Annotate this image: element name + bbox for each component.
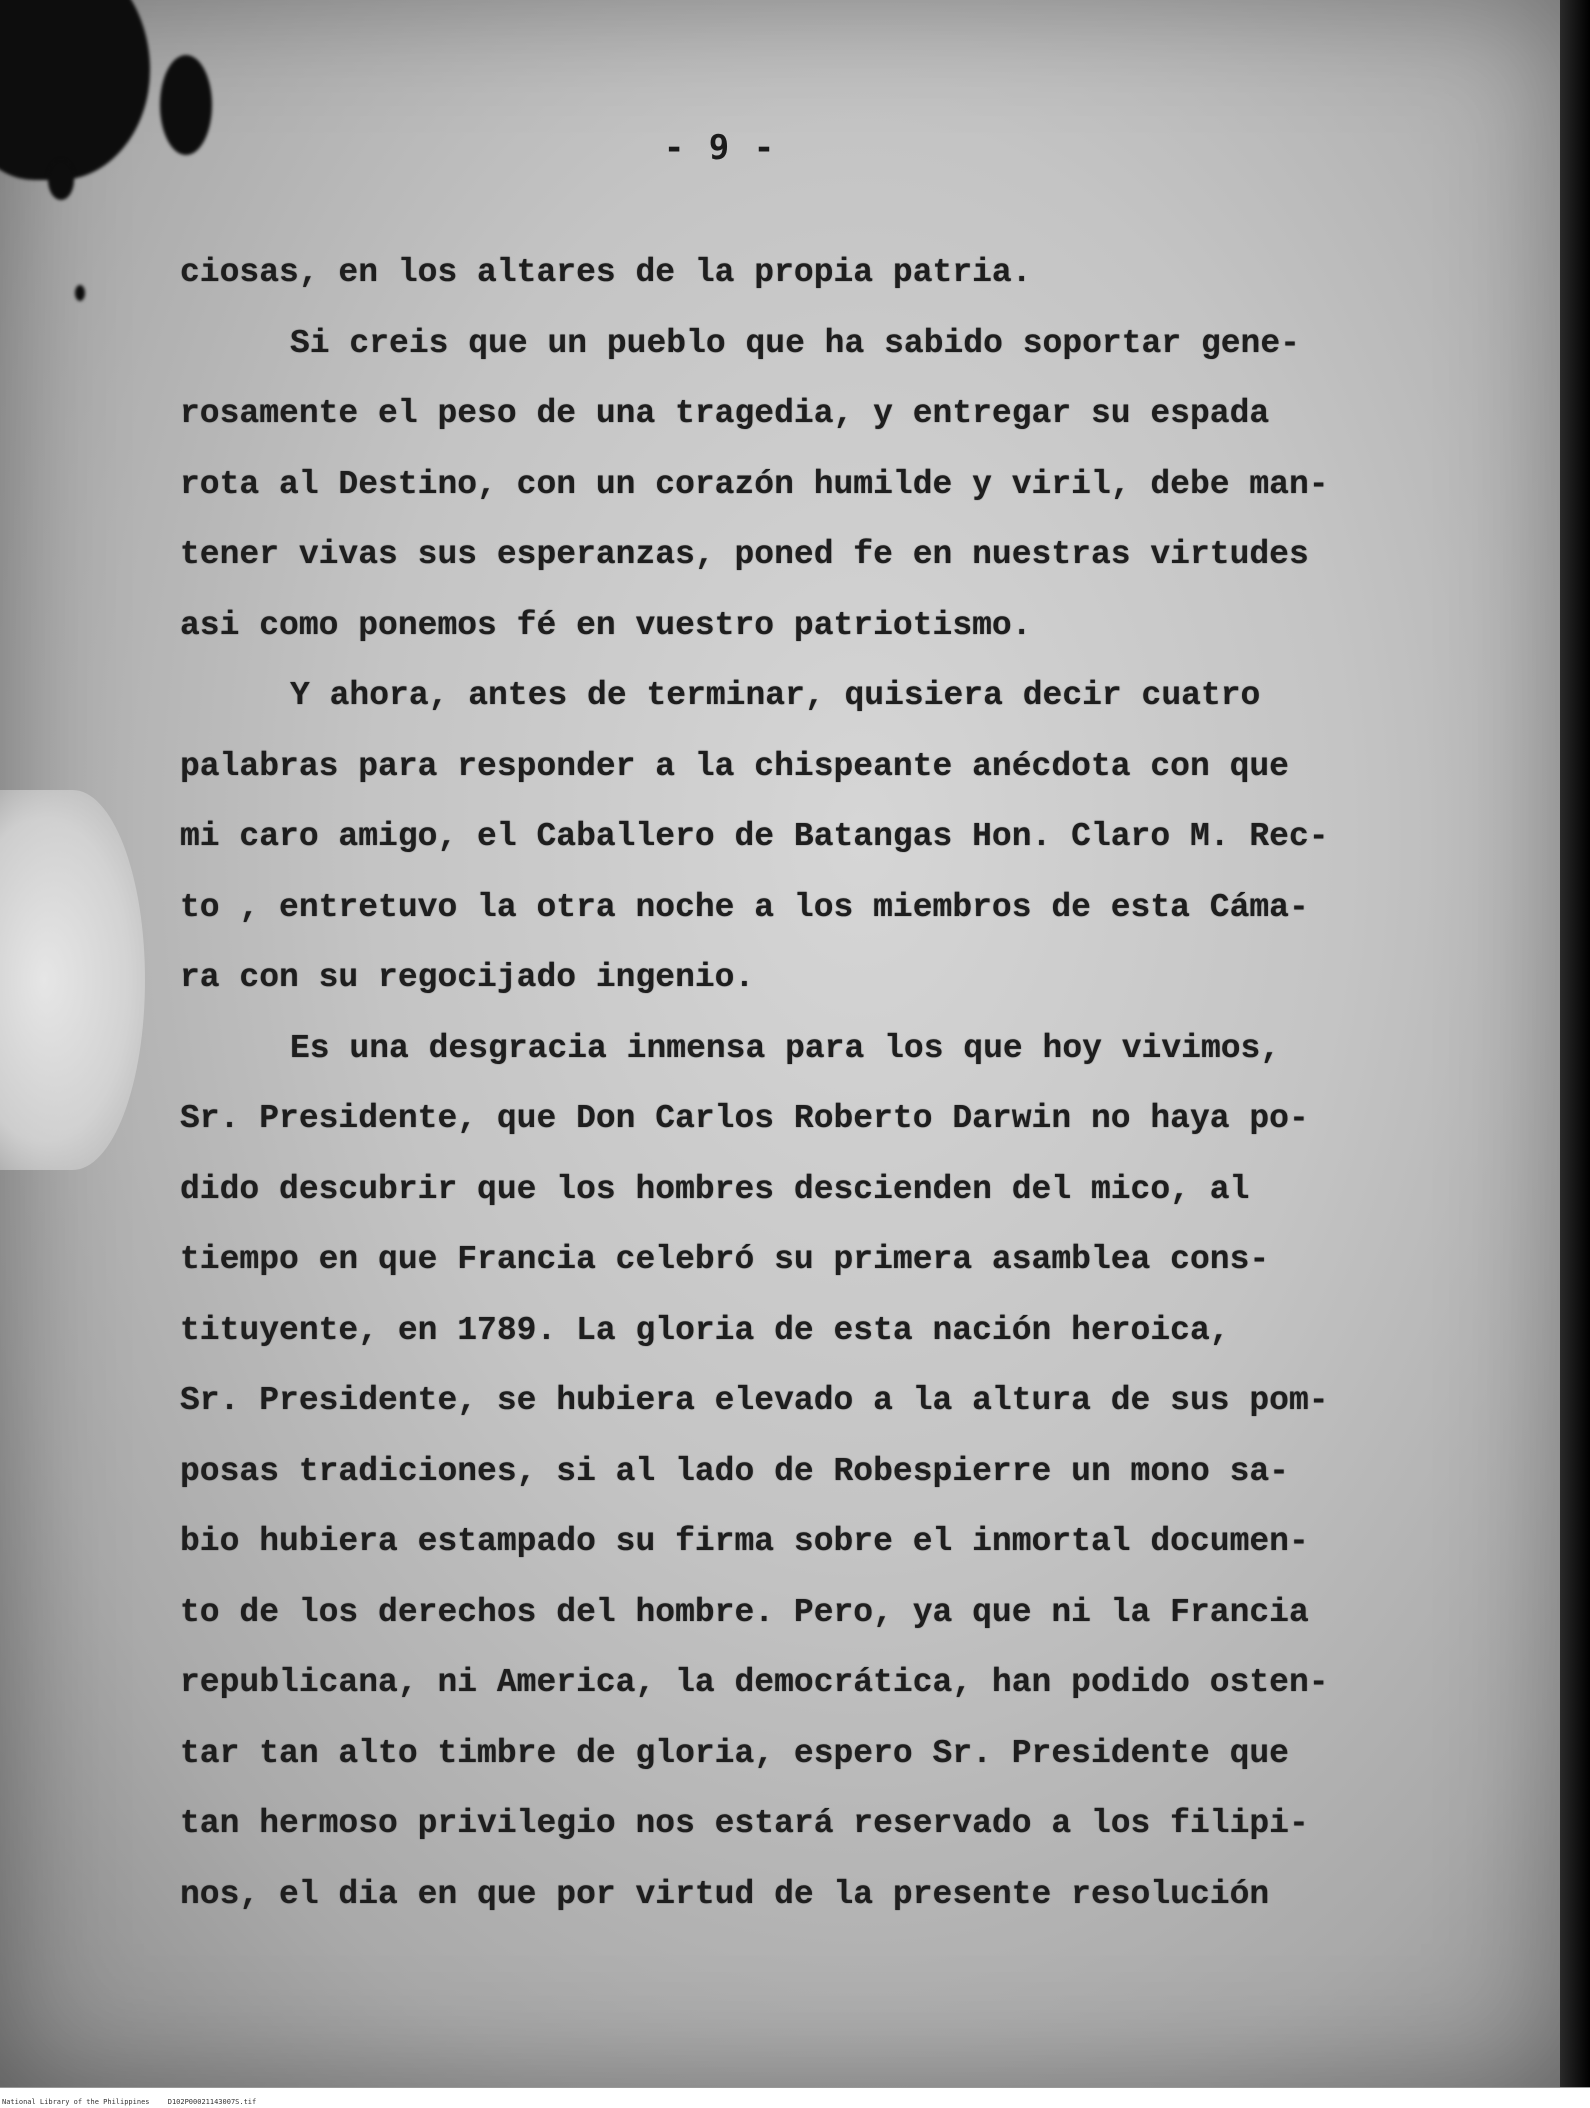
page-number: - 9 -	[663, 128, 777, 168]
text-line: ra con su regocijado ingenio.	[180, 959, 755, 996]
text-line: tan hermoso privilegio nos estará reservado a los filipi-	[180, 1805, 1309, 1842]
ink-blot-tiny	[75, 285, 85, 301]
text-line: Sr. Presidente, se hubiera elevado a la altura de sus pom-	[180, 1382, 1329, 1419]
text-line: Si creis que un pueblo que ha sabido soportar gene-	[290, 324, 1300, 362]
text-line: rota al Destino, con un corazón humilde y viril, debe man-	[180, 465, 1329, 503]
text-line: palabras para responder a la chispeante anécdota con que	[180, 747, 1289, 785]
scan-edge	[1560, 0, 1590, 2108]
text-line: tituyente, en 1789. La gloria de esta nación heroica,	[180, 1311, 1230, 1349]
text-line: ciosas, en los altares de la propia patria.	[180, 254, 1032, 291]
text-line: posas tradiciones, si al lado de Robespierre un mono sa-	[180, 1452, 1289, 1490]
text-line: republicana, ni America, la democrática, han podido osten-	[180, 1664, 1329, 1701]
text-line: to de los derechos del hombre. Pero, ya que ni la Francia	[180, 1593, 1309, 1631]
text-line: to , entretuvo la otra noche a los miembros de esta Cáma-	[180, 888, 1309, 926]
text-line: bio hubiera estampado su firma sobre el inmortal documen-	[180, 1523, 1309, 1560]
text-line: rosamente el peso de una tragedia, y entregar su espada	[180, 395, 1270, 432]
footer-library: National Library of the Philippines	[2, 2098, 150, 2106]
footer-text	[2, 2098, 270, 2106]
text-line: tar tan alto timbre de gloria, espero Sr. Presidente que	[180, 1734, 1289, 1772]
text-line: tiempo en que Francia celebró su primera asamblea cons-	[180, 1241, 1270, 1278]
text-line: tener vivas sus esperanzas, poned fe en nuestras virtudes	[180, 536, 1309, 573]
punch-hole-shadow	[0, 790, 145, 1170]
text-line: Sr. Presidente, que Don Carlos Roberto Darwin no haya po-	[180, 1100, 1309, 1137]
text-line: Es una desgracia inmensa para los que hoy vivimos,	[290, 1029, 1281, 1067]
text-line: Y ahora, antes de terminar, quisiera decir cuatro	[290, 677, 1261, 714]
body-text	[180, 238, 1450, 1930]
text-line: asi como ponemos fé en vuestro patriotismo.	[180, 606, 1032, 644]
footer-file-id: D102P00021143007S.tif	[167, 2098, 257, 2106]
text-line: mi caro amigo, el Caballero de Batangas Hon. Claro M. Rec-	[180, 818, 1329, 855]
scan-footer	[0, 2087, 1590, 2108]
text-line: dido descubrir que los hombres descienden del mico, al	[180, 1170, 1250, 1208]
text-line: nos, el dia en que por virtud de la presente resolución	[180, 1875, 1270, 1913]
